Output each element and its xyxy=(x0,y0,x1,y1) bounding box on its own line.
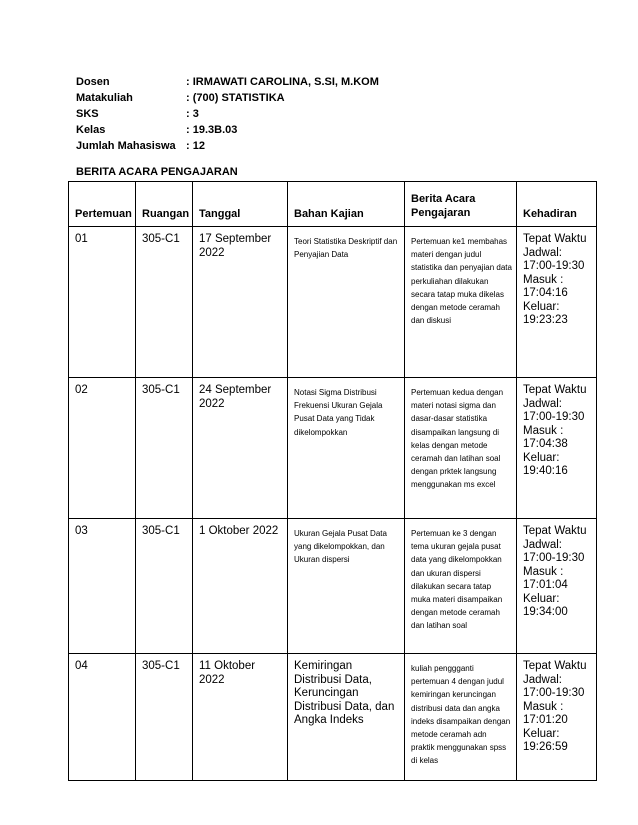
attendance-out: Keluar: 19:40:16 xyxy=(523,451,568,477)
cell-ruangan: 305-C1 xyxy=(136,227,193,378)
info-label: Kelas xyxy=(76,124,106,136)
cell-berita-acara: Pertemuan ke 3 dengan tema ukuran gejala pusat data yang dikelompokkan dan ukuran dispersi dilakukan secara tatap muka materi disampaikan dengan metode ceramah dan latihan soal xyxy=(405,519,517,654)
table-row xyxy=(69,519,597,654)
info-label: Dosen xyxy=(76,76,110,88)
cell-bahan-kajian: Ukuran Gejala Pusat Data yang dikelompokkan, dan Ukuran dispersi xyxy=(288,519,405,654)
attendance-out: Keluar: 19:26:59 xyxy=(523,727,568,753)
cell-tanggal: 24 September 2022 xyxy=(193,378,288,519)
cell-ruangan: 305-C1 xyxy=(136,519,193,654)
cell-tanggal: 1 Oktober 2022 xyxy=(193,519,288,654)
cell-ruangan: 305-C1 xyxy=(136,654,193,781)
attendance-status: Tepat Waktu xyxy=(523,384,587,396)
attendance-schedule: Jadwal: 17:00-19:30 xyxy=(523,246,585,272)
attendance-status: Tepat Waktu xyxy=(523,660,587,672)
attendance-out: Keluar: 19:23:23 xyxy=(523,300,568,326)
cell-kehadiran xyxy=(517,519,597,654)
header-tanggal: Tanggal xyxy=(193,182,288,227)
info-label: Matakuliah xyxy=(76,92,133,104)
section-title: BERITA ACARA PENGAJARAN xyxy=(76,166,238,178)
header-bahan-kajian: Bahan Kajian xyxy=(288,182,405,227)
info-row-sks xyxy=(76,106,379,122)
info-row-kelas xyxy=(76,122,379,138)
cell-ruangan: 305-C1 xyxy=(136,378,193,519)
cell-pertemuan: 03 xyxy=(69,519,136,654)
attendance-status: Tepat Waktu xyxy=(523,233,587,245)
info-value: : IRMAWATI CAROLINA, S.SI, M.KOM xyxy=(186,76,379,88)
teaching-record-table xyxy=(68,181,597,781)
attendance-out: Keluar: 19:34:00 xyxy=(523,592,568,618)
info-label: SKS xyxy=(76,108,99,120)
info-row-matakuliah xyxy=(76,90,379,106)
cell-kehadiran xyxy=(517,654,597,781)
table-row xyxy=(69,378,597,519)
course-info xyxy=(76,74,379,154)
cell-tanggal: 17 September 2022 xyxy=(193,227,288,378)
cell-pertemuan: 01 xyxy=(69,227,136,378)
attendance-in: Masuk : 17:01:04 xyxy=(523,565,568,591)
info-label: Jumlah Mahasiswa xyxy=(76,140,176,152)
cell-pertemuan: 02 xyxy=(69,378,136,519)
info-value: : 3 xyxy=(186,108,199,120)
info-row-dosen xyxy=(76,74,379,90)
cell-tanggal: 11 Oktober 2022 xyxy=(193,654,288,781)
cell-berita-acara: Pertemuan kedua dengan materi notasi sigma dan dasar-dasar statistika disampaikan langsung di kelas dengan metode ceramah dan latihan soal dengan prktek langsung menggunakan ms excel xyxy=(405,378,517,519)
table-header-row xyxy=(69,182,597,227)
info-row-jumlah-mahasiswa xyxy=(76,138,379,154)
table-row xyxy=(69,654,597,781)
attendance-in: Masuk : 17:04:16 xyxy=(523,273,568,299)
attendance-status: Tepat Waktu xyxy=(523,525,587,537)
attendance-in: Masuk : 17:04:38 xyxy=(523,424,568,450)
header-berita-acara: Berita Acara Pengajaran xyxy=(405,182,517,227)
cell-pertemuan: 04 xyxy=(69,654,136,781)
info-value: : 19.3B.03 xyxy=(186,124,238,136)
attendance-schedule: Jadwal: 17:00-19:30 xyxy=(523,397,585,423)
cell-bahan-kajian: Notasi Sigma Distribusi Frekuensi Ukuran Gejala Pusat Data yang Tidak dikelompokkan xyxy=(288,378,405,519)
header-kehadiran: Kehadiran xyxy=(517,182,597,227)
info-value: : 12 xyxy=(186,140,205,152)
info-value: : (700) STATISTIKA xyxy=(186,92,285,104)
cell-bahan-kajian: Teori Statistika Deskriptif dan Penyajian Data xyxy=(288,227,405,378)
attendance-schedule: Jadwal: 17:00-19:30 xyxy=(523,538,585,564)
cell-berita-acara: kuliah penggganti pertemuan 4 dengan judul kemiringan keruncingan distribusi data dan angka indeks disampaikan dengan metode ceramah adn praktik menggunakan spss di kelas xyxy=(405,654,517,781)
cell-kehadiran xyxy=(517,227,597,378)
header-ruangan: Ruangan xyxy=(136,182,193,227)
table-row xyxy=(69,227,597,378)
cell-kehadiran xyxy=(517,378,597,519)
cell-berita-acara: Pertemuan ke1 membahas materi dengan judul statistika dan penyajian data perkuliahan dilakukan secara tatap muka dikelas dengan metode ceramah dan diskusi xyxy=(405,227,517,378)
header-pertemuan: Pertemuan xyxy=(69,182,136,227)
attendance-in: Masuk : 17:01:20 xyxy=(523,700,568,726)
attendance-schedule: Jadwal: 17:00-19:30 xyxy=(523,673,585,699)
cell-bahan-kajian: Kemiringan Distribusi Data, Keruncingan Distribusi Data, dan Angka Indeks xyxy=(288,654,405,781)
